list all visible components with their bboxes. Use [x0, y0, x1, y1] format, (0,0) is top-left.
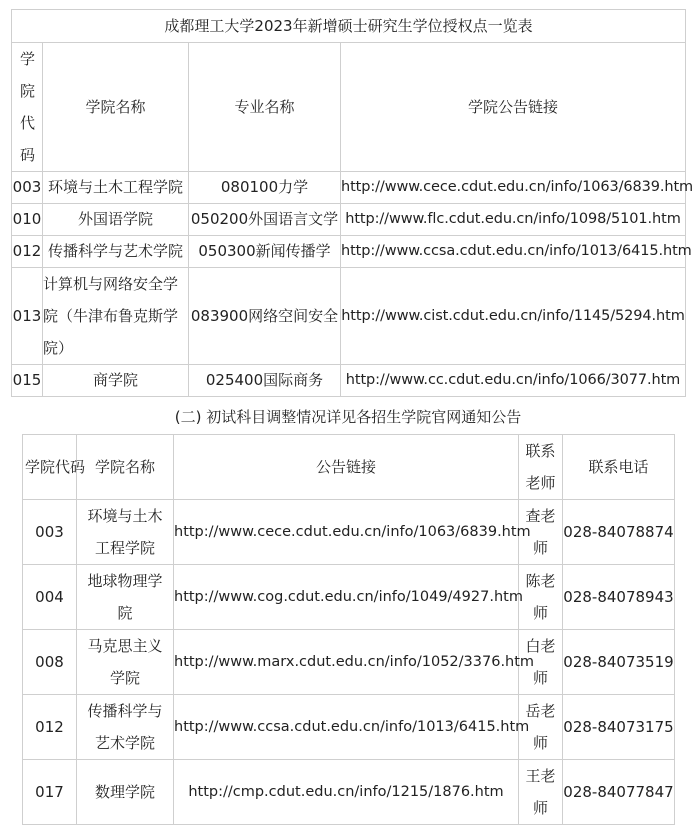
announcement-link[interactable]: http://cmp.cdut.edu.cn/info/1215/1876.htm — [174, 760, 519, 825]
college-code: 017 — [23, 760, 77, 825]
college-name: 地球物理学院 — [77, 565, 174, 630]
college-code: 010 — [12, 204, 43, 236]
college-name: 传播科学与艺术学院 — [77, 695, 174, 760]
table-row — [23, 500, 675, 565]
college-name: 数理学院 — [77, 760, 174, 825]
announcement-link[interactable]: http://www.ccsa.cdut.edu.cn/info/1013/6415.htm — [341, 236, 686, 268]
announcement-link[interactable]: http://www.cist.cdut.edu.cn/info/1145/5294.htm — [341, 268, 686, 365]
major-name: 025400国际商务 — [189, 365, 341, 397]
college-name: 环境与土木工程学院 — [77, 500, 174, 565]
college-name: 商学院 — [43, 365, 189, 397]
header-college-code: 学院代码 — [23, 435, 77, 500]
college-name: 传播科学与艺术学院 — [43, 236, 189, 268]
header-college-name: 学院名称 — [43, 43, 189, 172]
table-row — [23, 760, 675, 825]
table-row — [12, 365, 686, 397]
contact-phone: 028-84078943 — [563, 565, 675, 630]
major-name: 083900网络空间安全 — [189, 268, 341, 365]
header-announcement-link: 公告链接 — [174, 435, 519, 500]
college-code: 012 — [12, 236, 43, 268]
college-name: 计算机与网络安全学院（牛津布鲁克斯学院） — [43, 268, 189, 365]
announcement-link[interactable]: http://www.cog.cdut.edu.cn/info/1049/4927.htm — [174, 565, 519, 630]
table-row — [12, 268, 686, 365]
college-code: 013 — [12, 268, 43, 365]
header-announcement-link: 学院公告链接 — [341, 43, 686, 172]
contact-phone: 028-84077847 — [563, 760, 675, 825]
announcement-link[interactable]: http://www.cece.cdut.edu.cn/info/1063/6839.htm — [174, 500, 519, 565]
table-row — [23, 565, 675, 630]
college-name: 环境与土木工程学院 — [43, 172, 189, 204]
announcement-link[interactable]: http://www.cc.cdut.edu.cn/info/1066/3077.htm — [341, 365, 686, 397]
header-college-code: 学院代码 — [12, 43, 43, 172]
contact-teacher: 岳老师 — [519, 695, 563, 760]
table-row — [12, 172, 686, 204]
contact-teacher: 陈老师 — [519, 565, 563, 630]
table-row — [23, 630, 675, 695]
contact-phone: 028-84078874 — [563, 500, 675, 565]
contact-phone: 028-84073175 — [563, 695, 675, 760]
header-college-name: 学院名称 — [77, 435, 174, 500]
announcement-link[interactable]: http://www.marx.cdut.edu.cn/info/1052/3376.htm — [174, 630, 519, 695]
college-name: 马克思主义学院 — [77, 630, 174, 695]
section-subtitle: (二) 初试科目调整情况详见各招生学院官网通知公告 — [174, 408, 522, 426]
college-code: 008 — [23, 630, 77, 695]
table-row — [12, 236, 686, 268]
major-name: 050300新闻传播学 — [189, 236, 341, 268]
contact-phone: 028-84073519 — [563, 630, 675, 695]
exam-adjustment-contacts-table — [22, 434, 675, 825]
major-name: 050200外国语言文学 — [189, 204, 341, 236]
contact-teacher: 王老师 — [519, 760, 563, 825]
table-row — [23, 695, 675, 760]
college-code: 003 — [12, 172, 43, 204]
header-contact-teacher: 联系老师 — [519, 435, 563, 500]
announcement-link[interactable]: http://www.flc.cdut.edu.cn/info/1098/5101.htm — [341, 204, 686, 236]
new-degree-programs-table — [11, 9, 694, 397]
college-code: 015 — [12, 365, 43, 397]
header-major-name: 专业名称 — [189, 43, 341, 172]
announcement-link[interactable]: http://www.cece.cdut.edu.cn/info/1063/6839.htm — [341, 172, 686, 204]
college-code: 003 — [23, 500, 77, 565]
table-title: 成都理工大学2023年新增硕士研究生学位授权点一览表 — [12, 10, 686, 43]
announcement-link[interactable]: http://www.ccsa.cdut.edu.cn/info/1013/6415.htm — [174, 695, 519, 760]
college-code: 012 — [23, 695, 77, 760]
table-row — [12, 204, 686, 236]
contact-teacher: 白老师 — [519, 630, 563, 695]
major-name: 080100力学 — [189, 172, 341, 204]
college-code: 004 — [23, 565, 77, 630]
college-name: 外国语学院 — [43, 204, 189, 236]
contact-teacher: 查老师 — [519, 500, 563, 565]
header-contact-phone: 联系电话 — [563, 435, 675, 500]
